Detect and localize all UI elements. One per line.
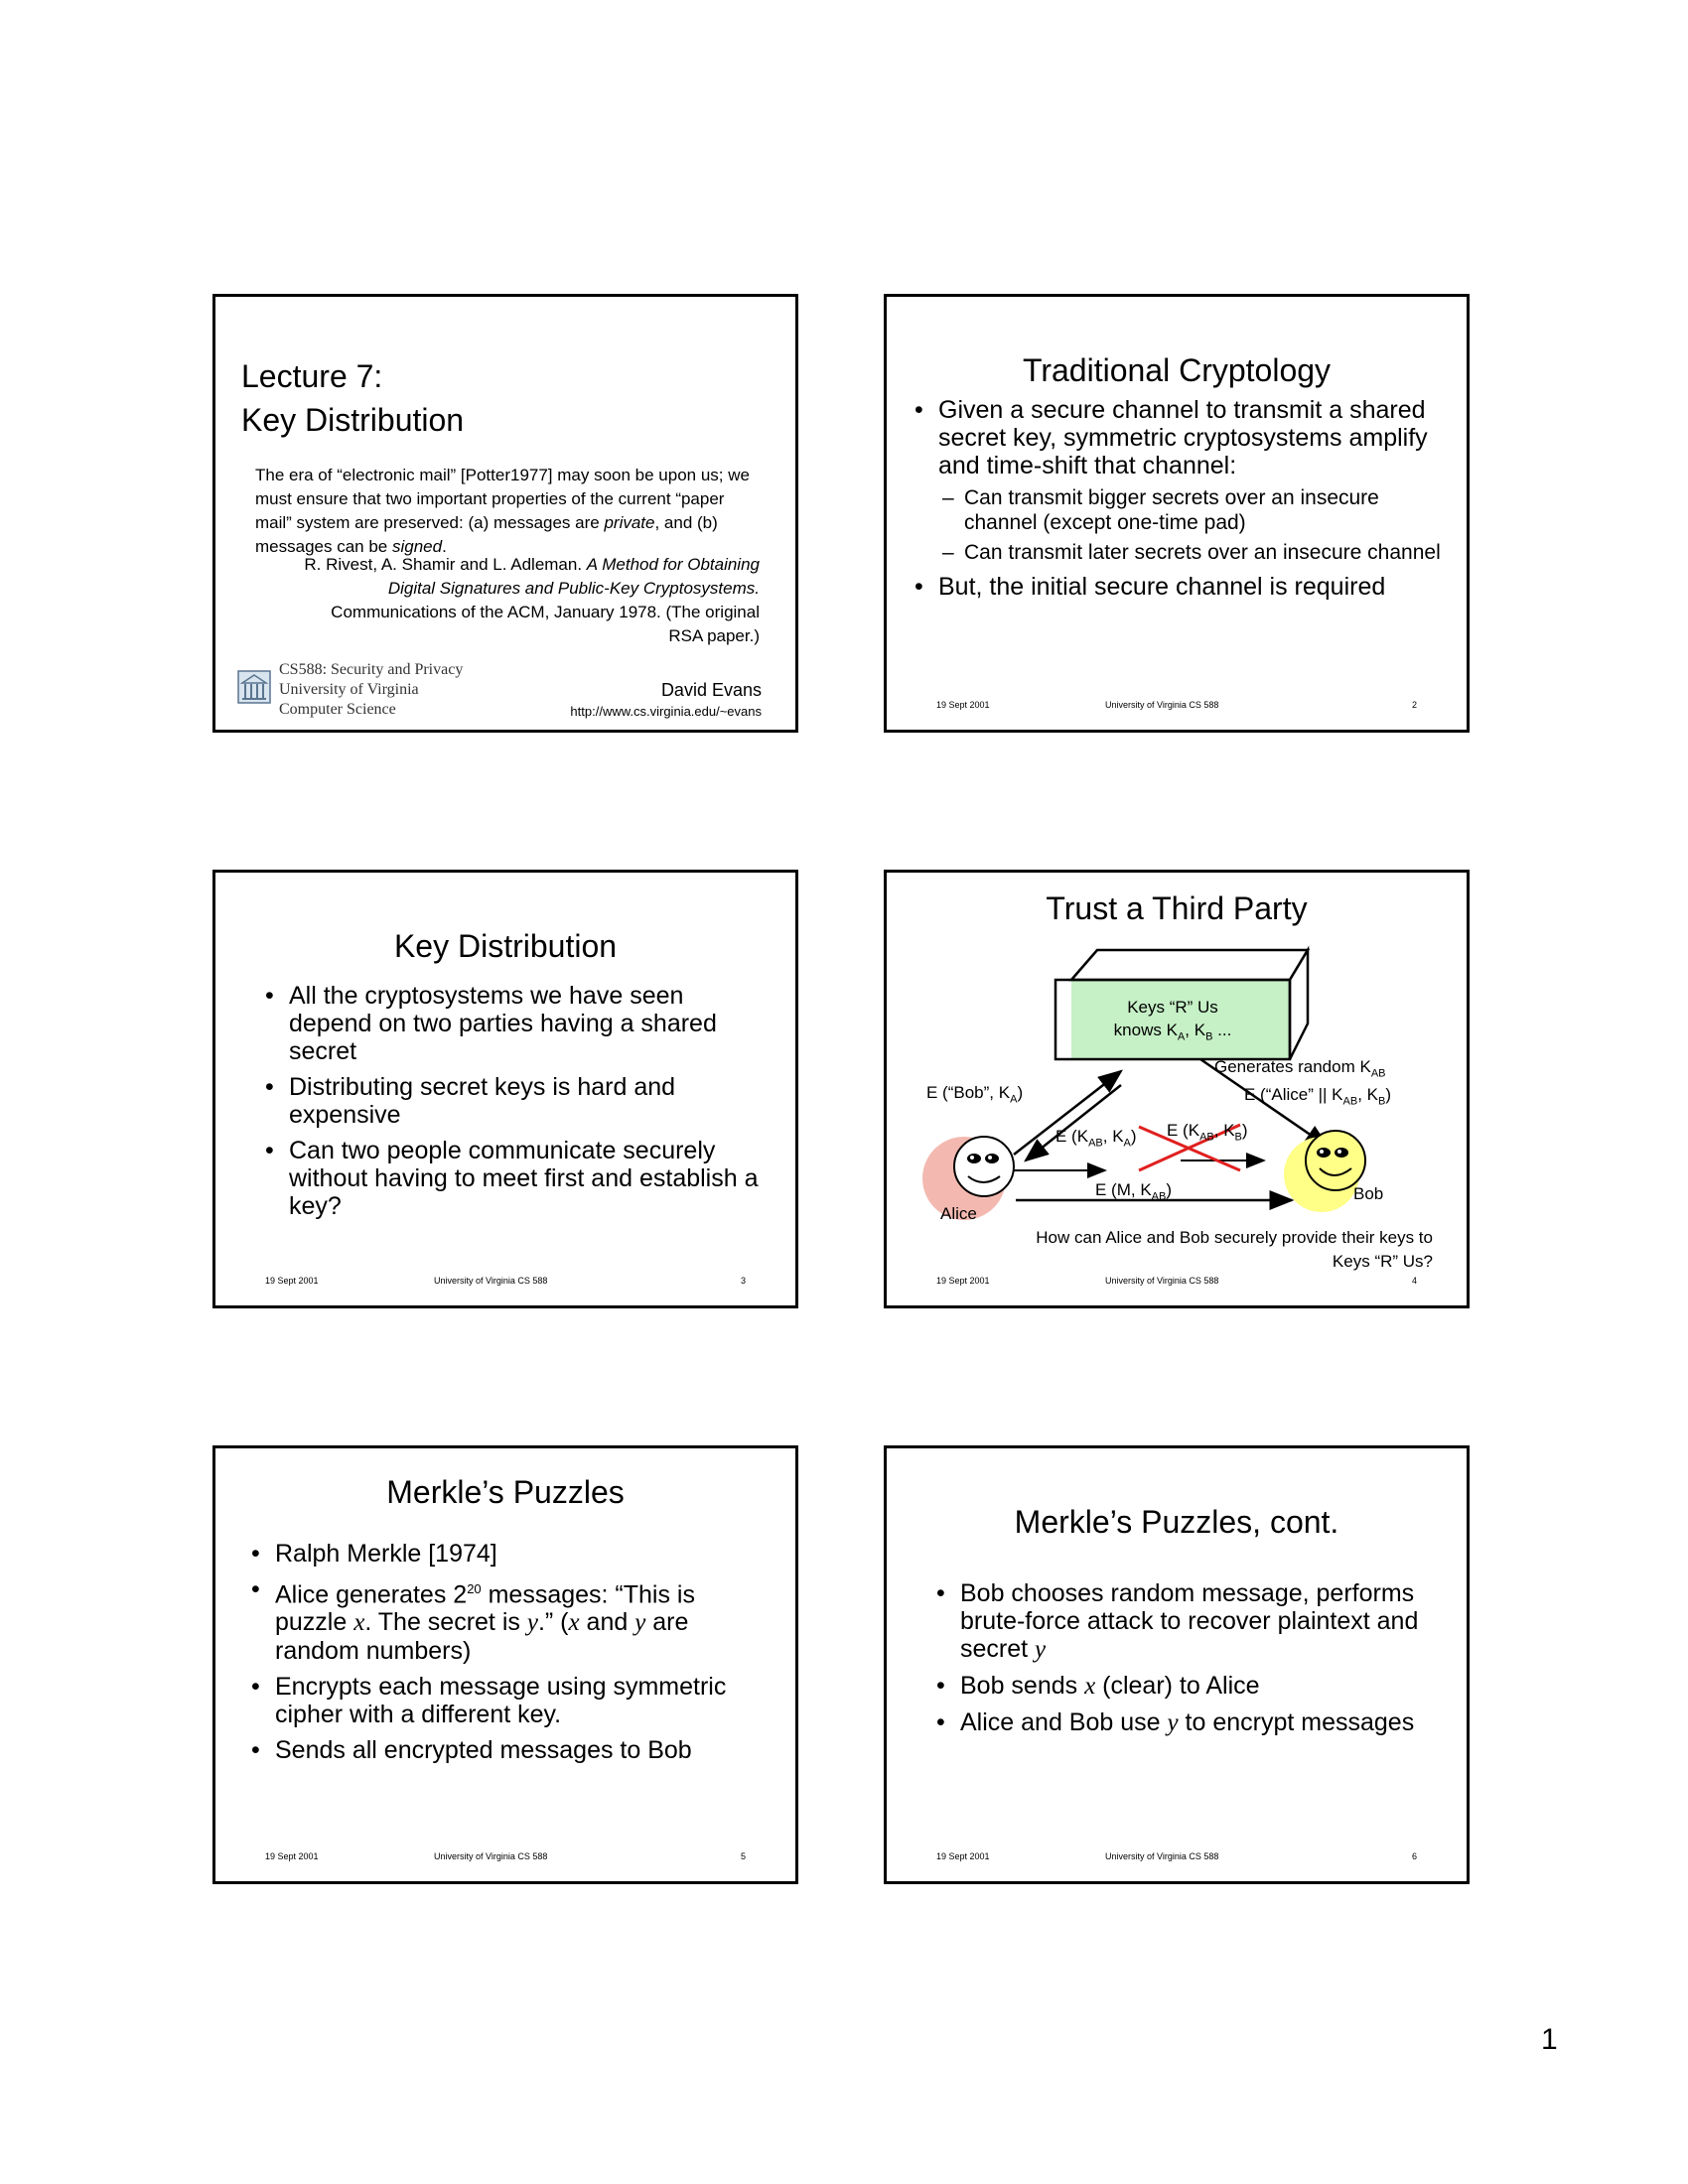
alice-label: Alice [940, 1204, 977, 1223]
slide-number: 2 [1411, 700, 1417, 710]
list-item: • Sends all encrypted messages to Bob [249, 1736, 766, 1764]
slide-number: 4 [1411, 1276, 1417, 1286]
slide-merkles-puzzles [212, 1445, 798, 1884]
slide-title: Merkle’s Puzzles, cont. [1014, 1504, 1339, 1540]
list-item: • Ralph Merkle [1974] [249, 1540, 766, 1568]
list-item: • Alice and Bob use y to encrypt messages [934, 1708, 1441, 1737]
footer-date: 19 Sept 2001 [265, 1851, 319, 1861]
label-m-kab: E (M, $K_{AB}$) [1095, 1180, 1173, 1203]
list-item: • Bob sends x (clear) to Alice [934, 1672, 1441, 1701]
slide-title: Merkle’s Puzzles [386, 1474, 625, 1510]
arrow-server-to-alice [1026, 1085, 1121, 1160]
rsa-quote: The era of “electronic mail” [Potter1977] may soon be upon us; we must ensure that two important properties of the current “paper mail” system are preserved: (a) messages are private, and (b) messages can be signed. [255, 466, 750, 556]
slide-traditional-cryptology [884, 294, 1470, 733]
list-item: • All the cryptosystems we have seen depend on two parties having a shared secret [263, 982, 760, 1065]
slide-title: Trust a Third Party [1046, 890, 1308, 926]
sub-list [938, 485, 1449, 565]
label-kab-kb: E ($K_{AB}$, $K_B$) [1167, 1121, 1248, 1144]
slide-number: 3 [740, 1276, 746, 1286]
list-item: • Encrypts each message using symmetric cipher with a different key. [249, 1673, 766, 1728]
bullet-list [934, 1579, 1441, 1745]
slide-title: Key Distribution [393, 928, 618, 964]
sub-list-item: – Can transmit later secrets over an insecure channel [938, 540, 1449, 565]
author-url[interactable]: http://www.cs.virginia.edu/~evans [570, 704, 762, 719]
list-item: • Can two people communicate securely without having to meet first and establish a key? [263, 1137, 760, 1220]
lecture-title: Lecture 7: Key Distribution [241, 358, 465, 438]
list-item: • Alice generates $2^{20}$ messages: “This is puzzle x. The secret is y.” (x and y are random numbers) [249, 1575, 766, 1665]
footer-date: 19 Sept 2001 [936, 1276, 990, 1286]
slide-number: 5 [740, 1851, 746, 1861]
slide-merkles-puzzles-cont [884, 1445, 1470, 1884]
footer-university: University of Virginia CS 588 [434, 1851, 548, 1861]
slide-trust-third-party [884, 870, 1470, 1308]
list-item: • Bob chooses random message, performs brute-force attack to recover plaintext and secret y [934, 1579, 1441, 1664]
quote-citation: R. Rivest, A. Shamir and L. Adleman. A Method for Obtaining Digital Signatures and Public-Key Cryptosystems. Communications of the ACM, January 1978. (The original RSA paper.) [304, 555, 760, 645]
box-label: Keys “R” Us knows $K_A$, $K_B$ ... [1113, 998, 1232, 1043]
list-item: • Distributing secret keys is hard and expensive [263, 1073, 760, 1129]
bullet-list [263, 982, 760, 1228]
slide-lecture-title [212, 294, 798, 733]
footer-university: University of Virginia CS 588 [1105, 1276, 1219, 1286]
slide-key-distribution [212, 870, 798, 1308]
slide-title: Traditional Cryptology [1022, 352, 1332, 388]
slide-number: 6 [1411, 1851, 1417, 1861]
label-bob-ka: E (“Bob”, $K_A$) [926, 1083, 1024, 1106]
list-item: • But, the initial secure channel is required [913, 573, 1449, 601]
footer-date: 19 Sept 2001 [936, 1851, 990, 1861]
bullet-list [249, 1540, 766, 1772]
page-number: 1 [1541, 2023, 1558, 2056]
sub-list-item: – Can transmit bigger secrets over an insecure channel (except one-time pad) [938, 485, 1449, 535]
rotunda-logo-icon [237, 670, 271, 704]
footer-university: University of Virginia CS 588 [434, 1276, 548, 1286]
label-generates-kab: Generates random $K_{AB}$ [1214, 1057, 1386, 1080]
diagram-question: How can Alice and Bob securely provide their keys to Keys “R” Us? [1036, 1228, 1433, 1271]
bullet-list [913, 396, 1449, 609]
course-info: CS588: Security and Privacy University of Virginia Computer Science [279, 661, 464, 718]
footer-university: University of Virginia CS 588 [1105, 700, 1219, 710]
list-item: • Given a secure channel to transmit a shared secret key, symmetric cryptosystems amplify and time-shift that channel: – Can transmit bigger secrets over an insecure channel (except one-time pad) – Can transmit later secrets over an insecure channel [913, 396, 1449, 565]
label-kab-ka: E ($K_{AB}$, $K_A$) [1055, 1127, 1137, 1150]
footer-date: 19 Sept 2001 [936, 700, 990, 710]
footer-university: University of Virginia CS 588 [1105, 1851, 1219, 1861]
label-alice-kab-kb: E (“Alice” || $K_{AB}$, $K_B$) [1244, 1085, 1392, 1108]
footer-date: 19 Sept 2001 [265, 1276, 319, 1286]
bob-label: Bob [1353, 1184, 1384, 1203]
author-name: David Evans [660, 680, 762, 700]
